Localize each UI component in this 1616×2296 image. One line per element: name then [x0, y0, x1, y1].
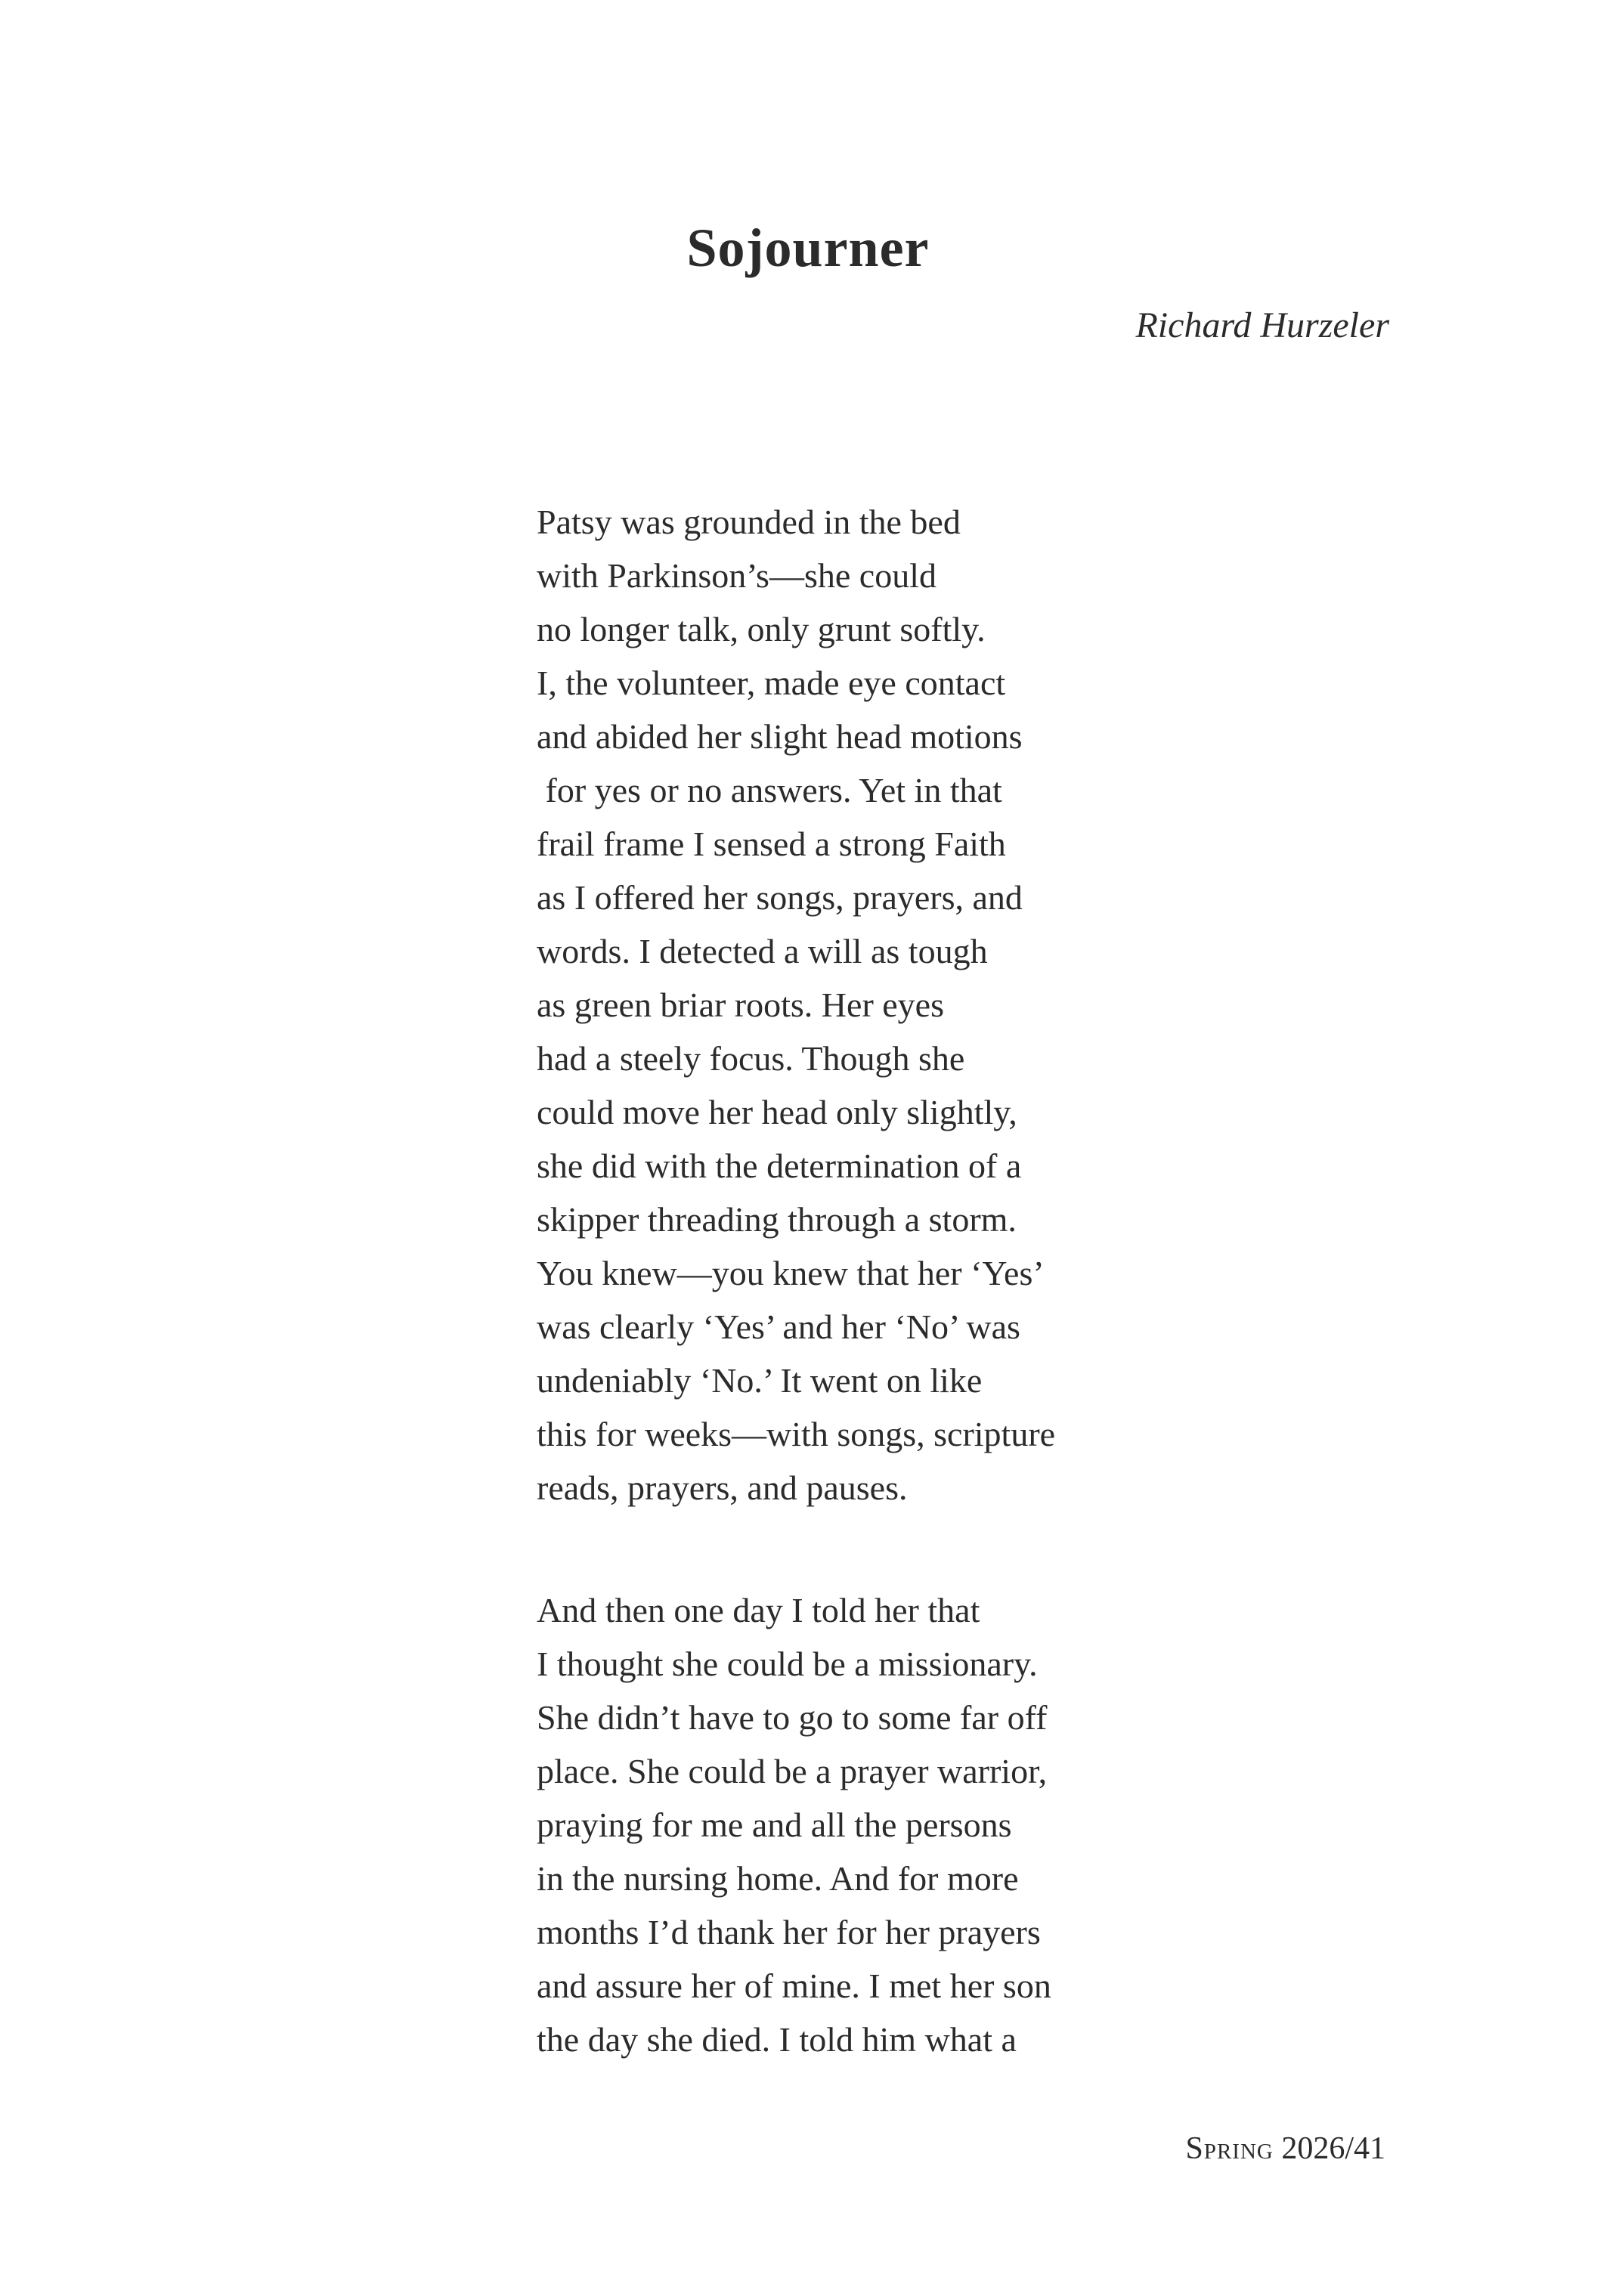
poem-line: frail frame I sensed a strong Faith — [537, 825, 1006, 863]
poem-line: she did with the determination of a — [537, 1146, 1022, 1185]
poem-line: words. I detected a will as tough — [537, 932, 988, 970]
poem-line: You knew—you knew that her ‘Yes’ — [537, 1254, 1045, 1292]
poem-line: months I’d thank her for her prayers — [537, 1913, 1041, 1951]
poem-line: reads, prayers, and pauses. — [537, 1468, 908, 1507]
poem-line: could move her head only slightly, — [537, 1093, 1017, 1131]
poem-line: Patsy was grounded in the bed — [537, 503, 961, 541]
poem-title: Sojourner — [686, 218, 930, 278]
poem-line: praying for me and all the persons — [537, 1806, 1012, 1844]
footer-season: Spring — [1185, 2131, 1274, 2166]
poem-line: with Parkinson’s—she could — [537, 556, 936, 595]
footer-issue-page: 2026/41 — [1281, 2131, 1385, 2166]
poem-line: undeniably ‘No.’ It went on like — [537, 1361, 983, 1400]
poem-line: I, the volunteer, made eye contact — [537, 664, 1006, 702]
poem-line: for yes or no answers. Yet in that — [537, 771, 1002, 809]
poem-line: was clearly ‘Yes’ and her ‘No’ was — [537, 1307, 1020, 1346]
poem-line: I thought she could be a missionary. — [537, 1645, 1038, 1683]
poem-line: skipper threading through a storm. — [537, 1200, 1017, 1239]
poem-line: and assure her of mine. I met her son — [537, 1966, 1051, 2005]
poem-line: place. She could be a prayer warrior, — [537, 1752, 1048, 1790]
poem-line: as I offered her songs, prayers, and — [537, 878, 1023, 917]
poem-line: the day she died. I told him what a — [537, 2020, 1017, 2059]
stanza-2 — [537, 1583, 1051, 2066]
poem-line: She didn’t have to go to some far off — [537, 1698, 1048, 1737]
poem-line: in the nursing home. And for more — [537, 1859, 1019, 1898]
poem-line: and abided her slight head motions — [537, 717, 1023, 756]
stanza-1 — [537, 495, 1055, 1515]
poem-line: had a steely focus. Though she — [537, 1039, 965, 1078]
page-footer — [1185, 2133, 1385, 2164]
poem-line: as green briar roots. Her eyes — [537, 986, 944, 1024]
poem-line: no longer talk, only grunt softly. — [537, 610, 986, 648]
poem-line: this for weeks—with songs, scripture — [537, 1415, 1056, 1453]
poem-author: Richard Hurzeler — [1135, 305, 1389, 345]
poem-line: And then one day I told her that — [537, 1591, 980, 1629]
